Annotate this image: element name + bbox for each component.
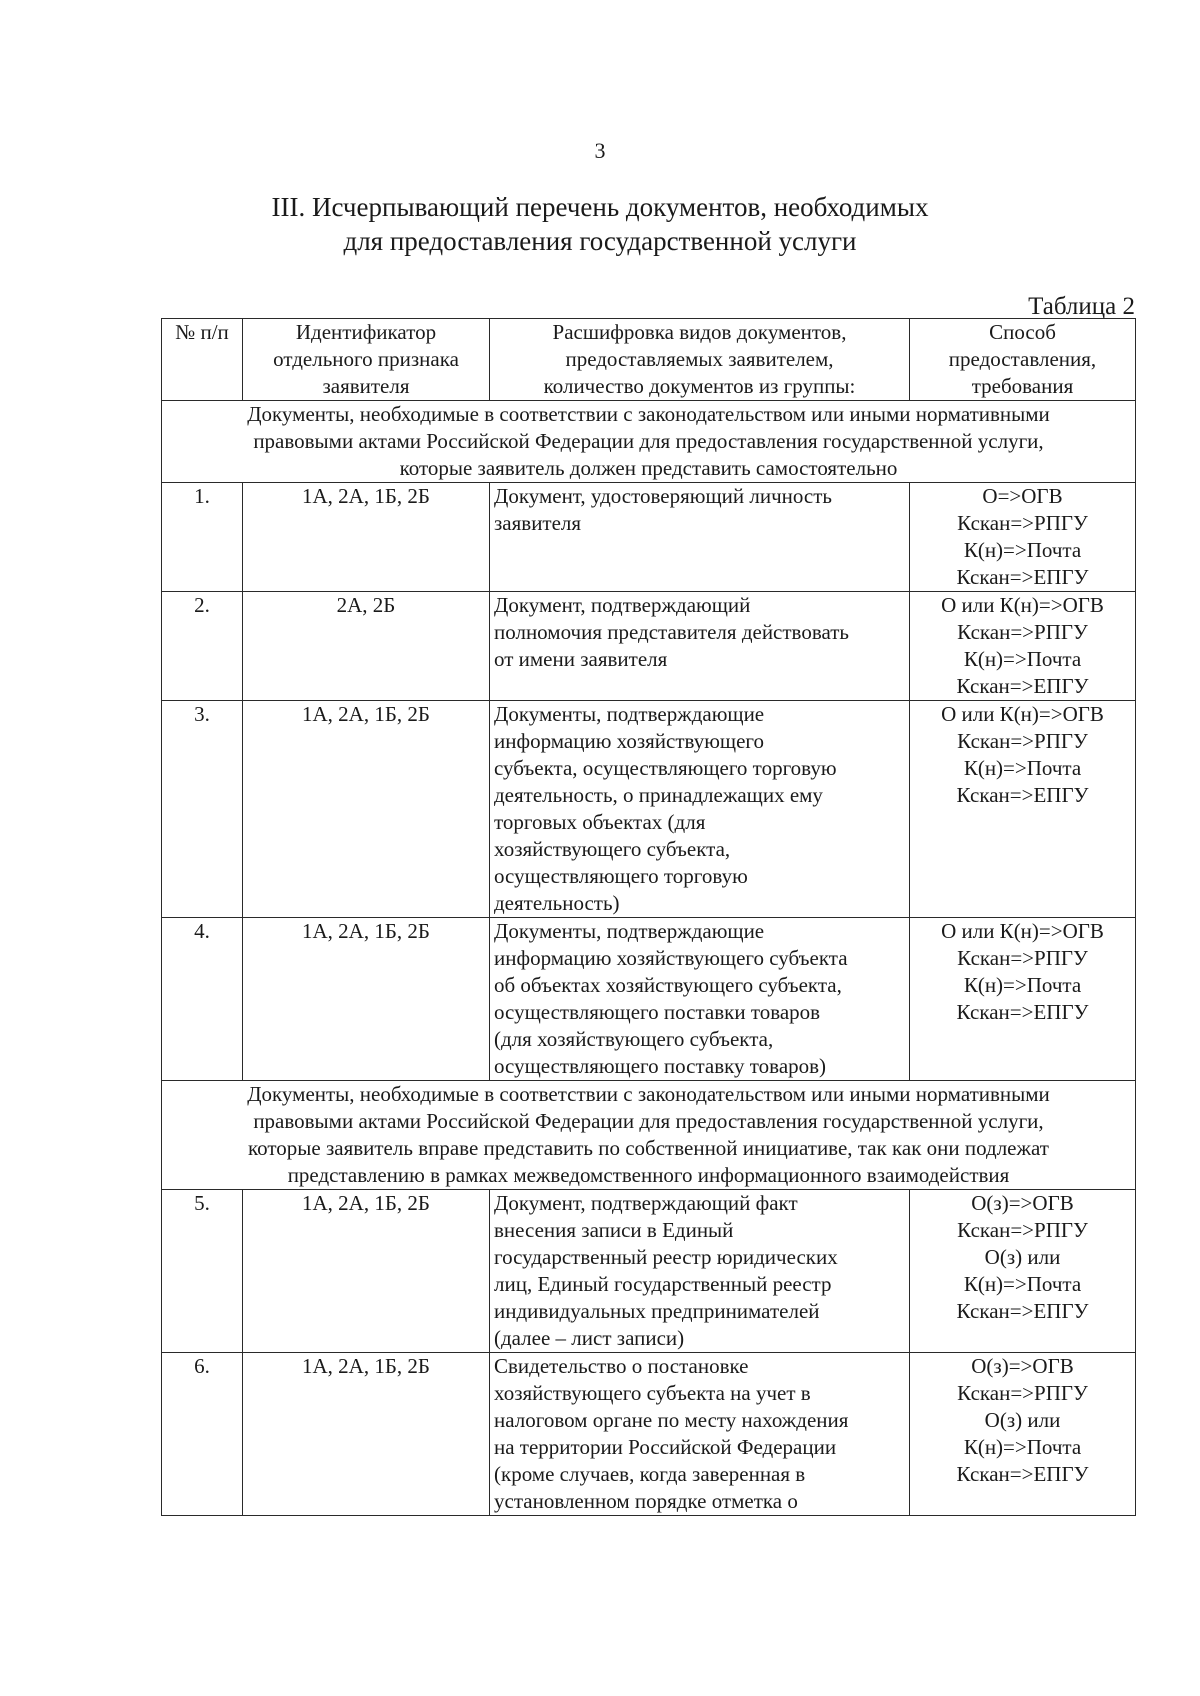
cell-identifier: 1А, 2А, 1Б, 2Б [243,1353,490,1516]
cell-line: правовыми актами Российской Федерации для предоставления государственной услуги, [253,1109,1044,1133]
cell-line: установленном порядке отметка о [494,1489,798,1513]
cell-line: Кскан=>ЕПГУ [956,1000,1089,1024]
cell-identifier: 1А, 2А, 1Б, 2Б [243,701,490,918]
cell-number: 2. [162,592,243,701]
cell-line: О или К(н)=>ОГВ [941,702,1104,726]
cell-line: Кскан=>ЕПГУ [956,674,1089,698]
cell-identifier: 1А, 2А, 1Б, 2Б [243,918,490,1081]
cell-line: Документ, подтверждающий [494,593,751,617]
cell-number: 5. [162,1190,243,1353]
cell-line: торговых объектах (для [494,810,706,834]
cell-line: налоговом органе по месту нахождения [494,1408,849,1432]
table-row [162,701,1136,918]
cell-line: Кскан=>РПГУ [957,511,1088,535]
cell-line: которые заявитель вправе представить по собственной инициативе, так как они подлежат [248,1136,1049,1160]
cell-documents [490,918,910,1081]
table-row [162,1353,1136,1516]
cell-line: правовыми актами Российской Федерации для предоставления государственной услуги, [253,429,1044,453]
cell-line: на территории Российской Федерации [494,1435,837,1459]
cell-line: информацию хозяйствующего [494,729,765,753]
cell-line: О(з) или [984,1408,1061,1432]
cell-line: О или К(н)=>ОГВ [941,593,1104,617]
cell-line: Свидетельство о постановке [494,1354,749,1378]
cell-line: Документ, подтверждающий факт [494,1191,798,1215]
cell-line: информацию хозяйствующего субъекта [494,946,848,970]
cell-line: полномочия представителя действовать [494,620,850,644]
cell-line: Кскан=>РПГУ [957,1381,1088,1405]
table-row [162,483,1136,592]
table-caption: Таблица 2 [1028,293,1135,320]
table-row [162,918,1136,1081]
cell-documents [490,1190,910,1353]
cell-line: об объектах хозяйствующего субъекта, [494,973,842,997]
cell-line: деятельность, о принадлежащих ему [494,783,823,807]
cell-line: № п/п [175,320,229,344]
group-heading [162,401,1136,483]
cell-line: К(н)=>Почта [963,973,1082,997]
cell-number: 4. [162,918,243,1081]
cell-documents [490,701,910,918]
cell-method [910,483,1136,592]
cell-identifier: 2А, 2Б [243,592,490,701]
cell-line: деятельность) [494,891,620,915]
cell-line: Документ, удостоверяющий личность [494,484,832,508]
cell-line: заявителя [494,511,582,535]
document-title-line: III. Исчерпывающий перечень документов, необходимых [271,192,929,222]
cell-identifier: 1А, 2А, 1Б, 2Б [243,483,490,592]
cell-method [910,592,1136,701]
group-heading [162,1081,1136,1190]
cell-line: К(н)=>Почта [963,1435,1082,1459]
cell-line: представлению в рамках межведомственного информационного взаимодействия [287,1163,1010,1187]
cell-line: государственный реестр юридических [494,1245,838,1269]
cell-line: которые заявитель должен представить самостоятельно [399,456,898,480]
cell-line: внесения записи в Единый [494,1218,734,1242]
cell-line: хозяйствующего субъекта на учет в [494,1381,811,1405]
cell-method [910,1353,1136,1516]
cell-documents [490,483,910,592]
cell-line: субъекта, осуществляющего торговую [494,756,837,780]
document-title [0,190,1200,258]
cell-method [910,1190,1136,1353]
page-number: 3 [594,138,606,163]
header-method [910,319,1136,401]
table-header-row [162,319,1136,401]
cell-line: Расшифровка видов документов, [552,320,847,344]
cell-line: Документы, необходимые в соответствии с законодательством или иными нормативными [247,402,1050,426]
cell-method [910,918,1136,1081]
table-row [162,1190,1136,1353]
header-number [162,319,243,401]
cell-line: осуществляющего поставки товаров [494,1000,821,1024]
cell-line: Кскан=>ЕПГУ [956,1299,1089,1323]
cell-line: индивидуальных предпринимателей [494,1299,820,1323]
cell-number: 3. [162,701,243,918]
cell-line: (далее – лист записи) [494,1326,685,1350]
cell-line: Кскан=>ЕПГУ [956,783,1089,807]
cell-line: предоставляемых заявителем, [565,347,834,371]
cell-line: К(н)=>Почта [963,1272,1082,1296]
cell-method [910,701,1136,918]
table-row [162,592,1136,701]
cell-line: К(н)=>Почта [963,647,1082,671]
cell-line: осуществляющего поставку товаров) [494,1054,827,1078]
cell-line: О или К(н)=>ОГВ [941,919,1104,943]
cell-line: Кскан=>ЕПГУ [956,1462,1089,1486]
cell-line: Документы, подтверждающие [494,702,765,726]
cell-line: О(з) или [984,1245,1061,1269]
cell-line: К(н)=>Почта [963,756,1082,780]
document-title-line: для предоставления государственной услуги [343,226,857,256]
cell-number: 6. [162,1353,243,1516]
cell-line: (кроме случаев, когда заверенная в [494,1462,806,1486]
cell-line: О(з)=>ОГВ [971,1354,1074,1378]
cell-line: (для хозяйствующего субъекта, [494,1027,774,1051]
cell-documents [490,592,910,701]
cell-line: Кскан=>РПГУ [957,946,1088,970]
cell-line: требования [971,374,1074,398]
group-heading-row [162,1081,1136,1190]
cell-line: лиц, Единый государственный реестр [494,1272,832,1296]
cell-line: Документы, необходимые в соответствии с законодательством или иными нормативными [247,1082,1050,1106]
cell-line: Идентификатор [295,320,437,344]
cell-line: количество документов из группы: [543,374,856,398]
header-documents [490,319,910,401]
cell-line: Кскан=>РПГУ [957,1218,1088,1242]
table-body [162,401,1136,1516]
cell-line: хозяйствующего субъекта, [494,837,731,861]
cell-line: О=>ОГВ [982,484,1063,508]
cell-line: от имени заявителя [494,647,668,671]
cell-line: Кскан=>РПГУ [957,620,1088,644]
cell-identifier: 1А, 2А, 1Б, 2Б [243,1190,490,1353]
cell-line: Кскан=>ЕПГУ [956,565,1089,589]
documents-table [161,318,1136,1516]
cell-line: Способ [989,320,1056,344]
cell-line: предоставления, [948,347,1097,371]
cell-line: заявителя [322,374,410,398]
group-heading-row [162,401,1136,483]
cell-line: О(з)=>ОГВ [971,1191,1074,1215]
cell-documents [490,1353,910,1516]
cell-line: К(н)=>Почта [963,538,1082,562]
header-identifier [243,319,490,401]
cell-line: осуществляющего торговую [494,864,748,888]
cell-line: Кскан=>РПГУ [957,729,1088,753]
cell-line: отдельного признака [273,347,459,371]
cell-number: 1. [162,483,243,592]
cell-line: Документы, подтверждающие [494,919,765,943]
